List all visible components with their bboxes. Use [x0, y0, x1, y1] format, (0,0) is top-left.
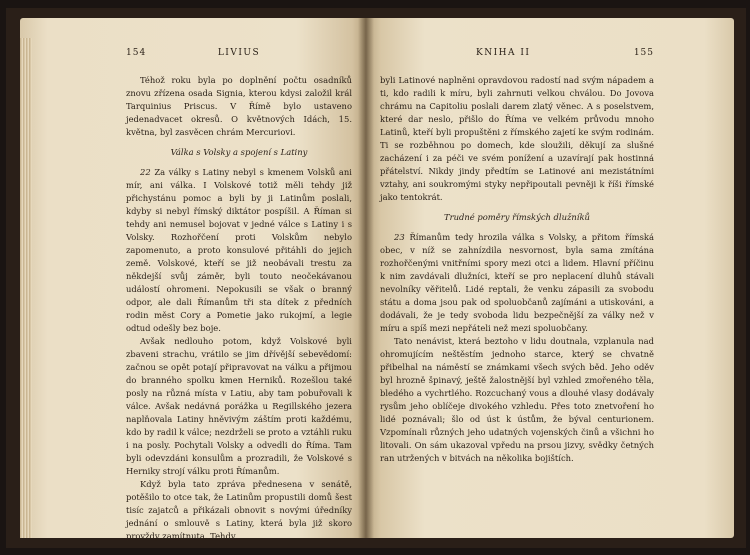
left-running-head: LIVIUS: [217, 48, 261, 58]
open-book: [6, 8, 746, 548]
left-page: [20, 18, 366, 541]
right-running-head: KNIHA II: [476, 48, 531, 58]
left-chapter-paragraph-3: Když byla tato zpráva přednesena v senátě, potěšilo to otce tak, že Latinům propustili domů šest tisíc zajatců a přikázali obnovit s novými úředníky jednání o smlouvě s Latiny, která byla již skoro provždy zamítnuta. Tehdy: [126, 479, 352, 541]
left-chapter-paragraph-2: Avšak nedlouho potom, když Volskové byli zbaveni strachu, vrátilo se jim dřívější sebevědomí: začnou se opět potají připravovat na válku a přijmou do branného spolku kmen Herniků. Rozešlou také posly na různá místa v Latiu, aby tam pobuřovali k válce. Avšak nedávná porážka u Regillského jezera naplňovala Latiny hněvivým záštím proti každému, kdo by radil k válce; nezdrželi se proto a vztáhli ruku i na posly. Pochytali Volsky a odvedli do Říma. Tam byli odevzdáni konsulům a prozradili, že Volskové s Herniky strojí válku proti Římanům.: [126, 336, 352, 476]
left-page-header: [126, 48, 352, 62]
right-chapter-paragraph-2: Tato nenávist, která beztoho v lidu doutnala, vzplanula nad ohromujícím neštěstím jednoho starce, který se chvatně přibelhal na náměstí se známkami všech svých běd. Jeho oděv byl hrozně špinavý, ještě žalostnější byl vzhled zmořeného těla, bledého a vychrtlého. Rozcuchaný vous a dlouhé vlasy dodávaly rysům jeho oblíčeje divokého vzhledu. Přes toto znetvoření ho lidé poznávali; šlo od úst k ústům, že býval centurionem. Vzpomínali různých jeho udatných vojenských činů a všichni ho litovali. On sám ukazoval vpředu na prsou jizvy, svědky četných ran utržených v bitvách na několika bojištích.: [380, 336, 654, 463]
left-paragraph: Téhož roku byla po doplnění počtu osadníků znovu zřízena osada Signia, kterou kdysi založil král Tarquinius Priscus. V Římě bylo ustaveno jedenadvacet okresů. O květnových Idách, 15. května, byl zasvěcen chrám Mercuriovi.: [126, 75, 352, 137]
right-chapter-paragraph-1: [380, 231, 654, 335]
left-chapter-paragraph-1: [126, 166, 352, 335]
right-page-number: 155: [633, 48, 654, 58]
right-page-header: [380, 48, 654, 62]
chapter-text: Římanům tedy hrozila válka s Volsky, a přitom římská obec, v níž se zahnízdila nesvornost, byla sama zmítána rozhořčenými vnitřními spory mezi otci a lidem. Hlavní příčinu k nim zavdávali dlužníci, kteří se pro neplacení dluhů stávali nevolníky věřitelů. Lidé reptali, že venku zápasili za svobodu státu a doma jsou pak od spoluobčanů zajímáni a utiskováni, a dodávali, že je tedy svoboda lidu bezpečnější za války než v míru a spíš mezi nepřáteli než mezi spoluobčany.: [380, 232, 654, 333]
right-section-title: Trudné poměry římských dlužníků: [444, 212, 590, 222]
chapter-text: Za války s Latiny nebyl s kmenem Volsků ani mír, ani válka. I Volskové totiž měli tehdy již přichystánu pomoc a byli by ji Latinům poslali, kdyby si nebyl římský diktátor pospíšil. A Říman si tehdy ani nemusel bojovat v jedné válce s Latiny i s Volsky. Rozhořčení proti Volskům nebylo zapomenuto, a proto konsulové přitáhli do jejich země. Volskové, kteří se již neobávali trestu za někdejší svůj záměr, byli touto neočekávanou událostí ohromeni. Nepokusili se však o branný odpor, ale dali Římanům tři sta dítek z předních rodin měst Cory a Pometie jako rukojmí, a legie odtud odešly bez boje.: [126, 167, 352, 333]
book-gutter: [358, 18, 374, 538]
chapter-number: 22: [140, 167, 151, 177]
right-page: [366, 18, 734, 538]
chapter-number: 23: [394, 232, 405, 242]
right-paragraph: byli Latinové naplněni opravdovou radostí nad svým nápadem a ti, kdo radili k míru, byli zahrnuti velkou chválou. Do Jovova chrámu na Capitoliu poslali darem zlatý věnec. A s poselstvem, které dar neslo, přišlo do Říma ve velkém průvodu mnoho Latinů, kteří byli propuštěni z římského zajetí ke svým rodinám. Ti se rozběhnou po domech, kde sloužili, děkují za slušné zacházení i za péči ve svém ponížení a uzavírají pak hostinná přátelství. Nikdy jindy předtím se Latinové ani mezistátními vztahy, ani soukromými styky nepřipoutali pevněji k říši římské jako tentokrát.: [380, 75, 654, 202]
left-page-number: 154: [126, 48, 147, 58]
page-edges: [20, 38, 32, 538]
left-section-title: Válka s Volsky a spojení s Latiny: [170, 147, 308, 157]
